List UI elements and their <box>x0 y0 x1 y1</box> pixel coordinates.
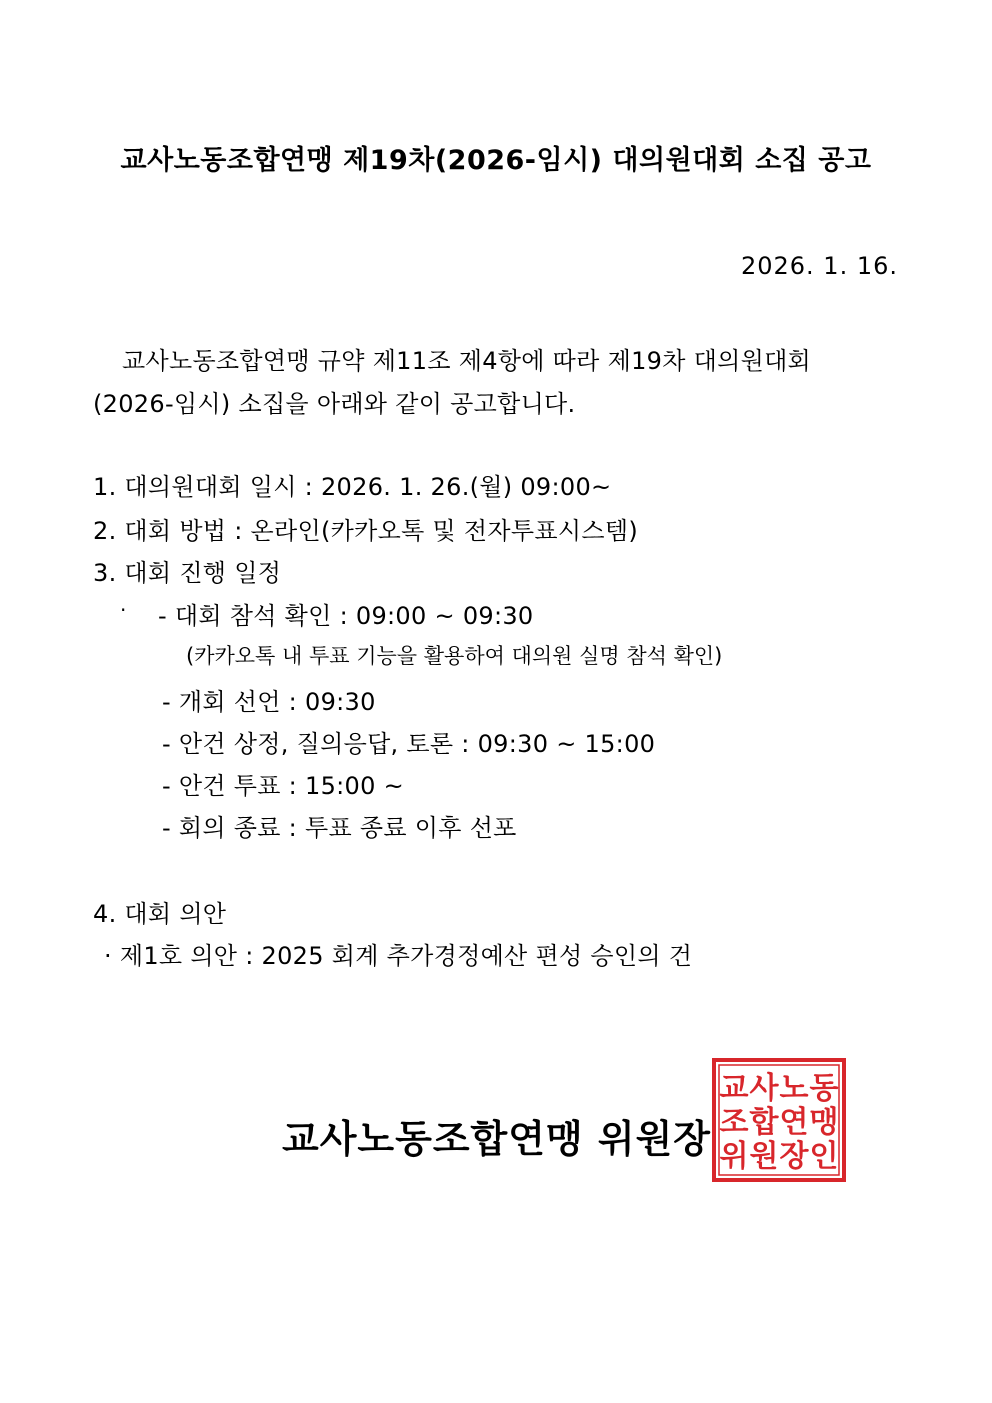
schedule-vote: - 안건 투표 : 15:00 ~ <box>162 772 404 800</box>
schedule-attendance-check: - 대회 참석 확인 : 09:00 ~ 09:30 <box>158 602 534 630</box>
item-meeting-method: 2. 대회 방법 : 온라인(카카오톡 및 전자투표시스템) <box>93 517 638 545</box>
seal-char: 사 <box>749 1071 779 1106</box>
document-date: 2026. 1. 16. <box>740 252 898 280</box>
schedule-opening: - 개회 선언 : 09:30 <box>162 688 376 716</box>
document-title: 교사노동조합연맹 제19차(2026-임시) 대의원대회 소집 공고 <box>120 145 872 176</box>
seal-char: 연 <box>779 1105 809 1140</box>
seal-char: 인 <box>809 1139 839 1174</box>
schedule-closing: - 회의 종료 : 투표 종료 이후 선포 <box>162 814 517 842</box>
schedule-bullet: · <box>120 598 127 622</box>
schedule-attendance-note: (카카오톡 내 투표 기능을 활용하여 대의원 실명 참석 확인) <box>186 644 723 668</box>
intro-paragraph-line-1: 교사노동조합연맹 규약 제11조 제4항에 따라 제19차 대의원대회 <box>122 347 812 375</box>
official-seal-stamp <box>712 1058 846 1182</box>
item-meeting-datetime: 1. 대의원대회 일시 : 2026. 1. 26.(월) 09:00~ <box>93 473 612 501</box>
seal-char: 교 <box>719 1071 749 1106</box>
seal-char: 맹 <box>809 1105 839 1140</box>
seal-char: 위 <box>719 1139 749 1174</box>
seal-char: 노 <box>779 1071 809 1106</box>
seal-char: 장 <box>779 1139 809 1174</box>
seal-char: 조 <box>719 1105 749 1140</box>
seal-char: 합 <box>749 1105 779 1140</box>
agenda-item-1: · 제1호 의안 : 2025 회계 추가경정예산 편성 승인의 건 <box>104 942 693 970</box>
schedule-discussion: - 안건 상정, 질의응답, 토론 : 09:30 ~ 15:00 <box>162 730 656 758</box>
seal-char: 원 <box>749 1139 779 1174</box>
signature-line: 교사노동조합연맹 위원장 <box>282 1117 712 1161</box>
item-meeting-schedule: 3. 대회 진행 일정 <box>93 559 282 587</box>
seal-char: 동 <box>809 1071 839 1106</box>
intro-paragraph-line-2: (2026-임시) 소집을 아래와 같이 공고합니다. <box>93 390 576 418</box>
agenda-heading: 4. 대회 의안 <box>93 900 227 928</box>
